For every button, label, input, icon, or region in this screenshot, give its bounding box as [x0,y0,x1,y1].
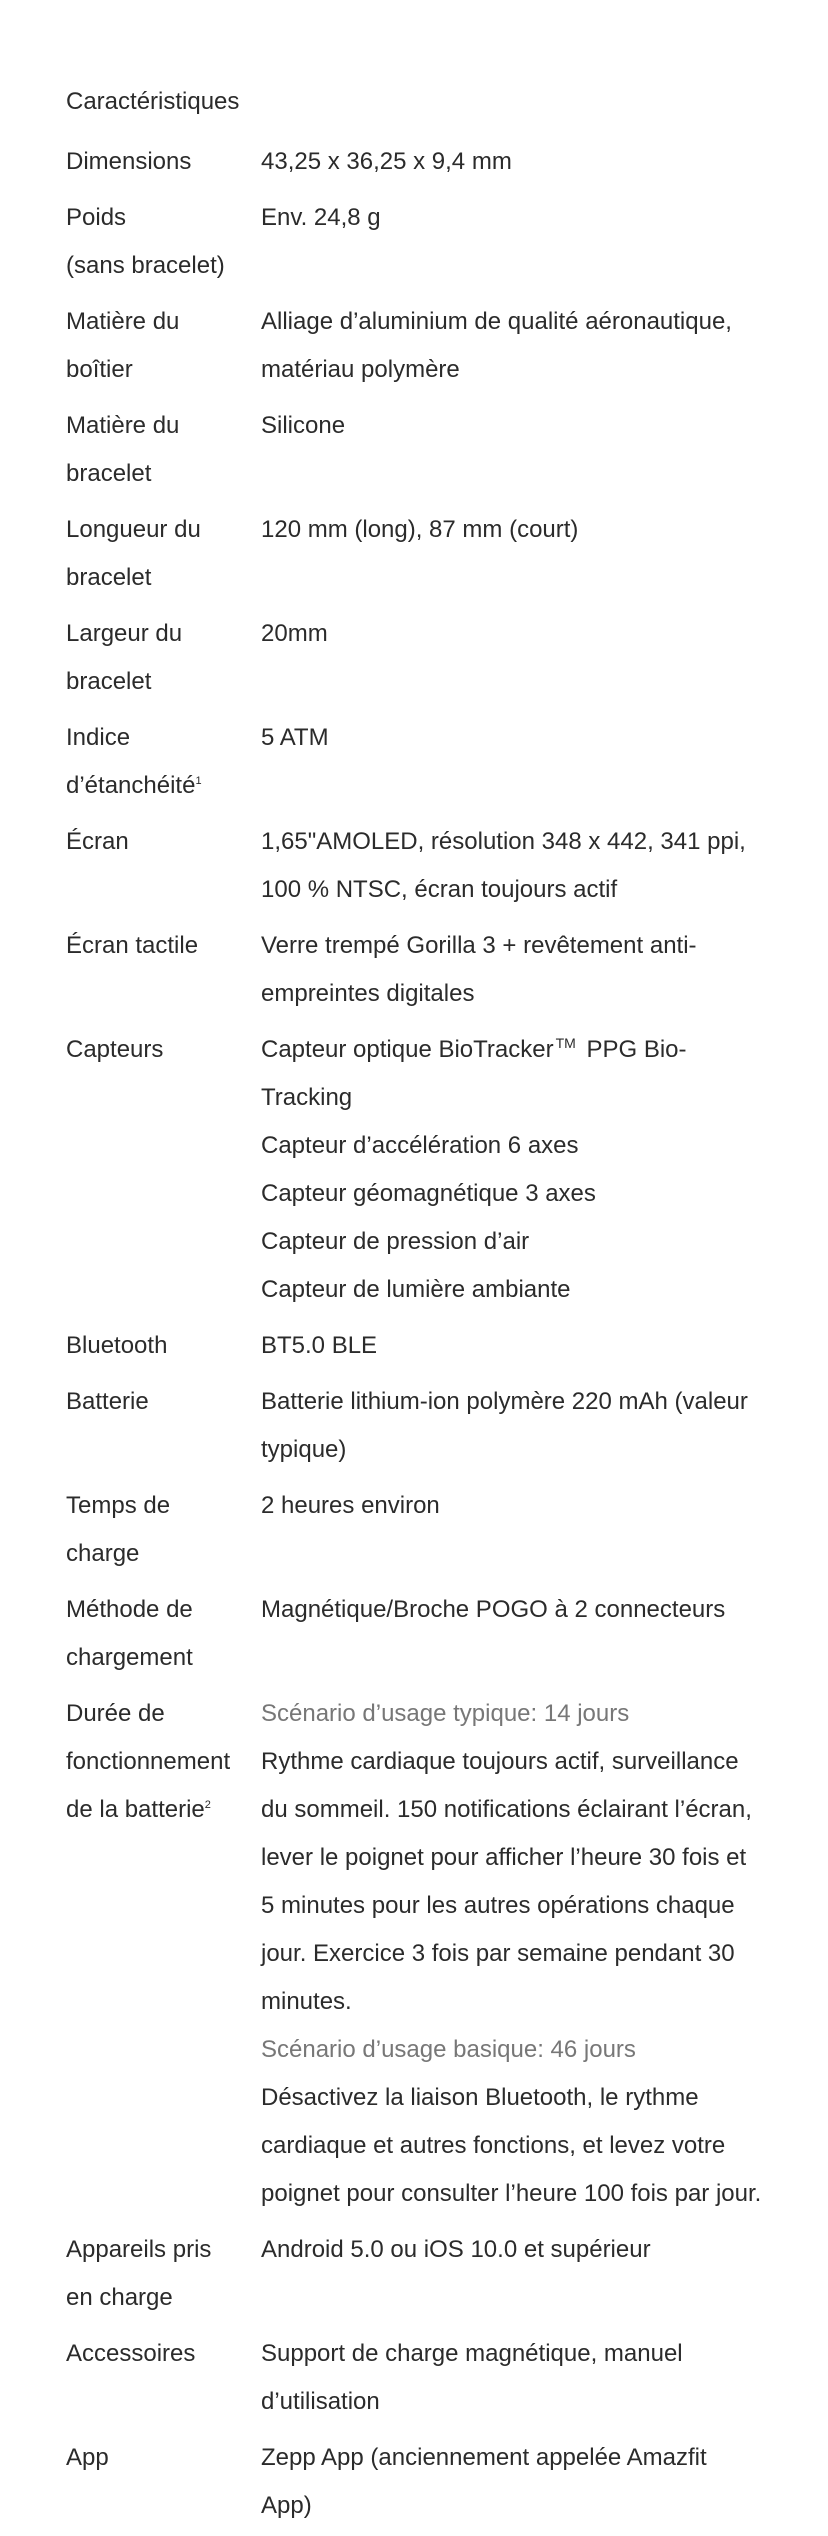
spec-value-line: Rythme cardiaque toujours actif, surveillance [261,1748,739,1775]
spec-value [261,1322,771,1370]
spec-value-line: App) [261,2492,312,2519]
spec-value-line: matériau polymère [261,356,460,383]
spec-value-line: Zepp App (anciennement appelée Amazfit [261,2444,707,2471]
spec-value [261,402,771,498]
spec-value-line: Tracking [261,1084,353,1111]
spec-value-line: lever le poignet pour afficher l’heure 30 fois et [261,1844,747,1871]
spec-value-line: Alliage d’aluminium de qualité aéronautique, [261,308,732,335]
spec-value [261,1026,771,1314]
footnote-marker: 2 [204,1799,211,1811]
spec-row [66,1026,828,1314]
spec-row [66,1586,828,1682]
spec-value-line: 120 mm (long), 87 mm (court) [261,516,579,543]
spec-label-line: Indice [66,724,131,751]
spec-value-line: 1,65"AMOLED, résolution 348 x 442, 341 ppi, [261,828,746,855]
spec-value [261,818,771,914]
spec-row [66,1322,828,1370]
spec-label-line: Durée de [66,1700,165,1727]
spec-label-line: chargement [66,1644,193,1671]
spec-value [261,298,771,394]
spec-label-line: Accessoires [66,2340,196,2367]
spec-value-line: jour. Exercice 3 fois par semaine pendant 30 [261,1940,735,1967]
spec-label-line: bracelet [66,668,152,695]
spec-label [66,714,261,810]
spec-value [261,138,771,186]
footnote-marker: 1 [195,775,202,787]
spec-value-line: Magnétique/Broche POGO à 2 connecteurs [261,1596,726,1623]
spec-label [66,922,261,1018]
usage-scenario-heading: Scénario d’usage basique: 46 jours [261,2036,636,2063]
spec-row [66,298,828,394]
spec-value-line: minutes. [261,1988,352,2015]
spec-label-line: bracelet [66,460,152,487]
spec-row [66,714,828,810]
spec-label-line: Batterie [66,1388,149,1415]
spec-row [66,2330,828,2426]
spec-row [66,402,828,498]
spec-label-line: charge [66,1540,140,1567]
spec-value-line: empreintes digitales [261,980,475,1007]
spec-row [66,1482,828,1578]
spec-label-line: Appareils pris [66,2236,212,2263]
spec-label-line: Temps de [66,1492,171,1519]
spec-value [261,714,771,810]
spec-label [66,1482,261,1578]
spec-value-line: 5 minutes pour les autres opérations chaque [261,1892,735,1919]
spec-value-line: du sommeil. 150 notifications éclairant l’écran, [261,1796,752,1823]
spec-value [261,194,771,290]
spec-row [66,194,828,290]
spec-value-line: Env. 24,8 g [261,204,381,231]
spec-value-line: Capteur optique BioTracker ™ PPG Bio- [261,1035,687,1063]
spec-label-line: Longueur du [66,516,201,543]
spec-row [66,1378,828,1474]
spec-value [261,1482,771,1578]
spec-label-line: Bluetooth [66,1332,168,1359]
spec-value-line: Désactivez la liaison Bluetooth, le rythme [261,2084,699,2111]
spec-label-line: d’étanchéité$^1$ [66,772,202,799]
spec-value-line: Verre trempé Gorilla 3 + revêtement anti- [261,932,697,959]
spec-value-line: Capteur de lumière ambiante [261,1276,571,1303]
spec-value-line: cardiaque et autres fonctions, et levez votre [261,2132,726,2159]
spec-label [66,506,261,602]
spec-label [66,1586,261,1682]
spec-value-line: Silicone [261,412,346,439]
spec-value-line: Batterie lithium-ion polymère 220 mAh (valeur [261,1388,748,1415]
spec-value-line: 100 % NTSC, écran toujours actif [261,876,618,903]
spec-label [66,818,261,914]
spec-row [66,1690,828,2218]
spec-label-line: Méthode de [66,1596,193,1623]
spec-label-line: Matière du [66,412,180,439]
spec-label [66,1378,261,1474]
spec-value-line: Support de charge magnétique, manuel [261,2340,683,2367]
spec-value [261,1378,771,1474]
spec-label [66,194,261,290]
usage-scenario-heading: Scénario d’usage typique: 14 jours [261,1700,630,1727]
spec-label-line: Largeur du [66,620,183,647]
spec-label-line: Écran tactile [66,932,199,959]
spec-label-line: en charge [66,2284,173,2311]
spec-value-line: Android 5.0 ou iOS 10.0 et supérieur [261,2236,651,2263]
spec-label [66,298,261,394]
spec-value-line: 2 heures environ [261,1492,440,1519]
spec-label-line: Capteurs [66,1036,164,1063]
spec-value-line: typique) [261,1436,347,1463]
spec-value [261,1586,771,1682]
spec-value-line: 43,25 x 36,25 x 9,4 mm [261,148,512,175]
spec-row [66,610,828,706]
spec-label [66,402,261,498]
spec-value [261,610,771,706]
spec-value-line: d’utilisation [261,2388,380,2415]
spec-value [261,2330,771,2426]
spec-label-line: Écran [66,828,129,855]
spec-label-line: (sans bracelet) [66,252,225,279]
spec-label [66,2434,261,2530]
spec-value-line: poignet pour consulter l’heure 100 fois par jour. [261,2180,762,2207]
spec-row [66,818,828,914]
spec-label-line: Matière du [66,308,180,335]
spec-value-line: Capteur géomagnétique 3 axes [261,1180,596,1207]
spec-value [261,1690,771,2218]
spec-label-line: fonctionnement [66,1748,231,1775]
spec-row [66,922,828,1018]
trademark-mark: TM [555,1035,576,1051]
spec-label-line: Dimensions [66,148,192,175]
spec-label-line: bracelet [66,564,152,591]
spec-label-line: de la batterie$^2$ [66,1796,211,1823]
spec-value [261,922,771,1018]
spec-label [66,138,261,186]
spec-row [66,2434,828,2530]
spec-list [66,138,828,2530]
spec-label [66,1026,261,1314]
spec-value [261,2434,771,2530]
spec-row [66,138,828,186]
spec-label [66,1690,261,2218]
spec-value-line: Capteur d’accélération 6 axes [261,1132,579,1159]
spec-value [261,506,771,602]
spec-row [66,506,828,602]
spec-value-line: Capteur de pression d’air [261,1228,530,1255]
spec-label-line: App [66,2444,109,2471]
spec-value-line: BT5.0 BLE [261,1332,378,1359]
spec-row [66,2226,828,2322]
spec-label-line: Poids [66,204,127,231]
spec-label [66,1322,261,1370]
spec-value-line: 20mm [261,620,328,647]
spec-value-line: 5 ATM [261,724,329,751]
spec-label [66,2226,261,2322]
spec-label [66,610,261,706]
section-title: Caractéristiques [66,88,240,115]
spec-label [66,2330,261,2426]
spec-value [261,2226,771,2322]
spec-label-line: boîtier [66,356,133,383]
